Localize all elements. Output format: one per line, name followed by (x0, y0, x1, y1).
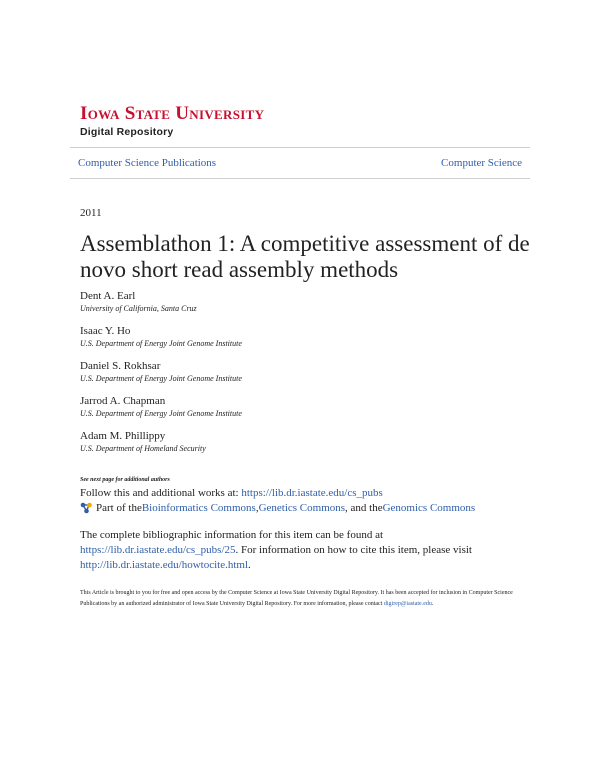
author-affiliation: U.S. Department of Energy Joint Genome Institute (80, 409, 242, 418)
publication-year: 2011 (80, 207, 102, 219)
contact-email-link[interactable]: digirep@iastate.edu (383, 601, 432, 607)
collections-bar (70, 147, 530, 179)
item-url-link[interactable]: https://lib.dr.iastate.edu/cs_pubs/25 (80, 544, 236, 556)
follow-line (80, 487, 383, 499)
access-footnote (80, 588, 530, 610)
author-affiliation: U.S. Department of Homeland Security (80, 444, 206, 453)
author-item (80, 290, 520, 314)
how-to-cite-link[interactable]: http://lib.dr.iastate.edu/howtocite.html (80, 559, 249, 571)
university-logo (80, 104, 264, 138)
repository-name: Digital Repository (80, 126, 174, 138)
network-commons-icon (80, 502, 93, 514)
follow-text: Follow this and additional works at: (80, 487, 242, 499)
author-name: Daniel S. Rokhsar (80, 360, 161, 372)
see-next-page-note: See next page for additional authors (80, 477, 170, 483)
author-name: Adam M. Phillippy (80, 430, 166, 442)
author-name: Dent A. Earl (80, 290, 136, 302)
citation-text: The complete bibliographic information for this item can be found at (80, 529, 384, 541)
author-affiliation: U.S. Department of Energy Joint Genome Institute (80, 339, 242, 348)
article-title: Assemblathon 1: A competitive assessment of de novo short read assembly methods (80, 231, 530, 282)
citation-text: . (248, 559, 251, 571)
genomics-commons-link[interactable]: Genomics Commons (382, 502, 476, 514)
author-item (80, 430, 520, 454)
part-of-line (80, 502, 475, 514)
author-name: Isaac Y. Ho (80, 325, 131, 337)
citation-text: . For information on how to cite this item, please visit (235, 544, 472, 556)
part-of-separator: , (255, 502, 259, 514)
author-item (80, 360, 520, 384)
collection-link-department[interactable]: Computer Science (441, 157, 522, 169)
follow-link[interactable]: https://lib.dr.iastate.edu/cs_pubs (241, 487, 383, 499)
author-list (80, 290, 520, 465)
author-name: Jarrod A. Chapman (80, 395, 166, 407)
footnote-text: This Article is brought to you for free and open access by the Computer Science at Iowa State University Digital Repository. It has been accepted for inclusion in Computer Science Publications by an authorized administrator of Iowa State University Digital Repository. For more information, please contact (80, 590, 513, 607)
author-item (80, 325, 520, 349)
author-affiliation: University of California, Santa Cruz (80, 304, 197, 313)
author-item (80, 395, 520, 419)
author-affiliation: U.S. Department of Energy Joint Genome Institute (80, 374, 242, 383)
footnote-end: . (431, 601, 434, 607)
part-of-separator: , and the (345, 502, 383, 514)
part-of-prefix: Part of the (96, 502, 142, 514)
university-name: Iowa State University (80, 103, 265, 124)
bioinformatics-commons-link[interactable]: Bioinformatics Commons (141, 502, 256, 514)
genetics-commons-link[interactable]: Genetics Commons (258, 502, 346, 514)
collection-link-publications[interactable]: Computer Science Publications (78, 157, 217, 169)
citation-info (80, 528, 520, 573)
